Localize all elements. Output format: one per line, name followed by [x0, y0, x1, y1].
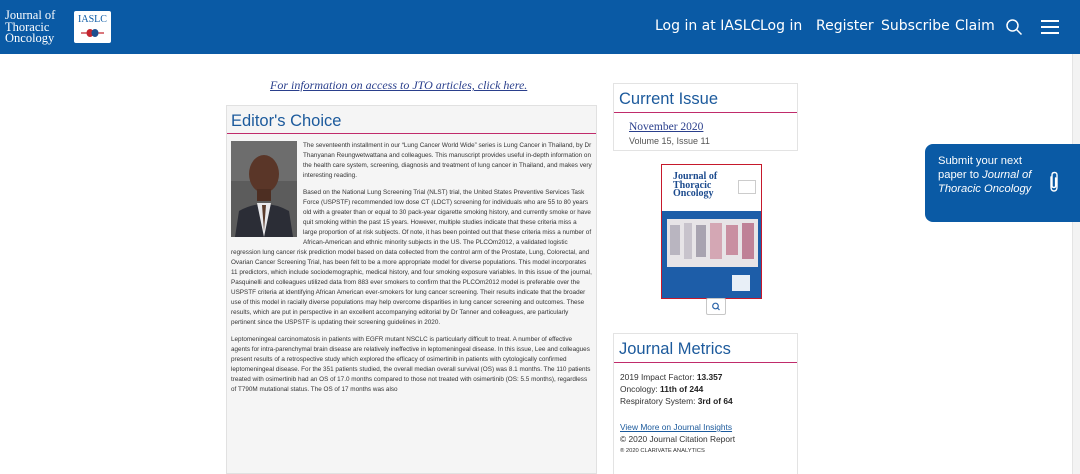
logo-line-3: Oncology	[5, 31, 55, 45]
cover-artwork	[662, 211, 762, 299]
current-issue-volume: Volume 15, Issue 11	[629, 136, 710, 146]
submit-text-journal: Journal of Thoracic Oncology	[938, 169, 1032, 195]
impact-factor-row	[620, 371, 791, 383]
oncology-rank-value: 11th of 244	[660, 384, 704, 394]
current-issue-link[interactable]: November 2020	[629, 121, 704, 133]
logo-line-2: Thoracic	[5, 19, 50, 34]
cover-title	[673, 173, 717, 199]
journal-insights-link[interactable]: View More on Journal Insights	[620, 422, 733, 432]
current-issue-panel	[613, 83, 798, 151]
current-issue-title: Current Issue	[614, 84, 797, 113]
editors-paragraph-2: Based on the National Lung Screening Trial (NLST) trial, the United States Preventive Services Task Force (USPSTF) recommended low dose CT (LDCT) screening for individuals who are 55 to 80 years old with a greater than or equal to 30 pack-year cigarette smoking history, and currently smoke or have quit smoking within the past 15 years. However, multiple studies indicate that these criteria miss a large proportion of at risk subjects. Of note, it has been pointed out that these criteria miss a number of African-American and ethnic minority subjects in the US. The PLCOm2012, a validated logistic regression lung cancer risk prediction model based on data collected from the control arm of the Prostate, Lung, Colorectal, and Ovarian Cancer Screening Trial, has been felt to be a more appropriate model for diverse populations. This model incorporates 11 predictors, which include sociodemographic, medical history, and four smoking exposure variables. In this issue of the journal, Pasquinelli and colleagues utilized data from 883 ever smokers to confirm that the PLCOm2012 model is preferable over the USPSTF criteria at identifying African American ever-smokers for lung cancer screening. Their results indicate that the broader use of this model in racially diverse populations may help overcome disparities in lung cancer screening and outcomes. These results, which are put in perspective in an excellent accompanying editorial by Dr Tanner and colleagues, are particularly pertinent since the USPSTF is updating their screening guidelines in 2020.	[231, 189, 592, 326]
paperclip-icon	[1047, 171, 1061, 193]
submit-paper-text	[938, 154, 1046, 196]
search-icon[interactable]	[1005, 18, 1023, 36]
impact-factor-label: 2019 Impact Factor:	[620, 372, 697, 382]
editors-paragraph-3: Leptomeningeal carcinomatosis in patients with EGFR mutant NSCLC is particularly difficult to treat. A number of effective agents for intra-parenchymal brain disease are relatively ineffective in leptomeningeal disease. In this issue, Lee and colleagues present results of a retrospective study which explored the efficacy of osimertinib in patients with cytologically confirmed leptomeningeal disease. For the 351 patients studied, the overall median overall survival (OS) was 8.1 months. The 110 patients treated with osimertinib had an OS of 17.0 months compared to those not treated with osimertinib (OS: 5.5 months), regardless of T790M mutational status. The OS of 17 months was also	[231, 336, 591, 393]
lung-emblem-icon	[81, 28, 104, 38]
submit-text-plain: Submit your next paper to	[938, 155, 1022, 181]
citation-report: © 2020 Journal Citation Report	[620, 434, 736, 444]
iaslc-logo-text: IASLC	[78, 14, 107, 25]
cover-title-line-2: Thoracic	[673, 179, 712, 191]
nav-claim[interactable]: Claim	[955, 18, 995, 34]
editors-paragraph-1: The seventeenth installment in our “Lung Cancer World Wide” series is Lung Cancer in Thailand, by Dr Thanyanan Reungwetwattana and colleagues. This manuscript provides useful in-depth information on the health care system, screening, diagnosis and treatment of lung cancer in Thailand, and makes very interesting reading.	[303, 142, 592, 179]
editor-photo	[231, 141, 297, 237]
respiratory-rank-row	[620, 395, 791, 407]
respiratory-rank-label: Respiratory System:	[620, 396, 698, 406]
editors-choice-content	[227, 134, 596, 395]
cover-title-line-1: Journal of	[673, 171, 718, 182]
editors-choice-title: Editor's Choice	[227, 106, 596, 134]
journal-metrics-panel	[613, 333, 798, 474]
clarivate-notice: ® 2020 CLARIVATE ANALYTICS	[620, 448, 705, 454]
logo-line-1: Journal of	[5, 8, 56, 22]
impact-factor-value: 13.357	[696, 372, 723, 382]
oncology-rank-label: Oncology:	[620, 384, 661, 394]
oncology-rank-row	[620, 383, 791, 395]
iaslc-logo[interactable]	[74, 11, 111, 43]
cover-title-line-3: Oncology	[673, 188, 714, 199]
submit-paper-panel[interactable]	[925, 144, 1080, 222]
journal-logo[interactable]	[5, 10, 55, 45]
journal-metrics-title: Journal Metrics	[614, 334, 797, 363]
journal-cover-image[interactable]	[661, 164, 762, 299]
top-navigation-bar	[0, 0, 1080, 54]
cover-zoom-button[interactable]	[706, 298, 726, 315]
nav-login[interactable]: Log in	[760, 18, 803, 34]
respiratory-rank-value: 3rd of 64	[697, 396, 733, 406]
nav-login-iaslc[interactable]: Log in at IASLC	[655, 18, 761, 34]
nav-subscribe[interactable]: Subscribe	[881, 18, 950, 34]
magnifier-icon	[707, 299, 725, 314]
access-info-link[interactable]: For information on access to JTO articles, click here.	[270, 78, 528, 92]
page-scrollbar[interactable]	[1072, 54, 1080, 474]
nav-register[interactable]: Register	[816, 18, 874, 34]
cover-badge	[738, 180, 756, 194]
editors-choice-panel	[226, 105, 597, 474]
menu-icon[interactable]	[1041, 20, 1059, 34]
